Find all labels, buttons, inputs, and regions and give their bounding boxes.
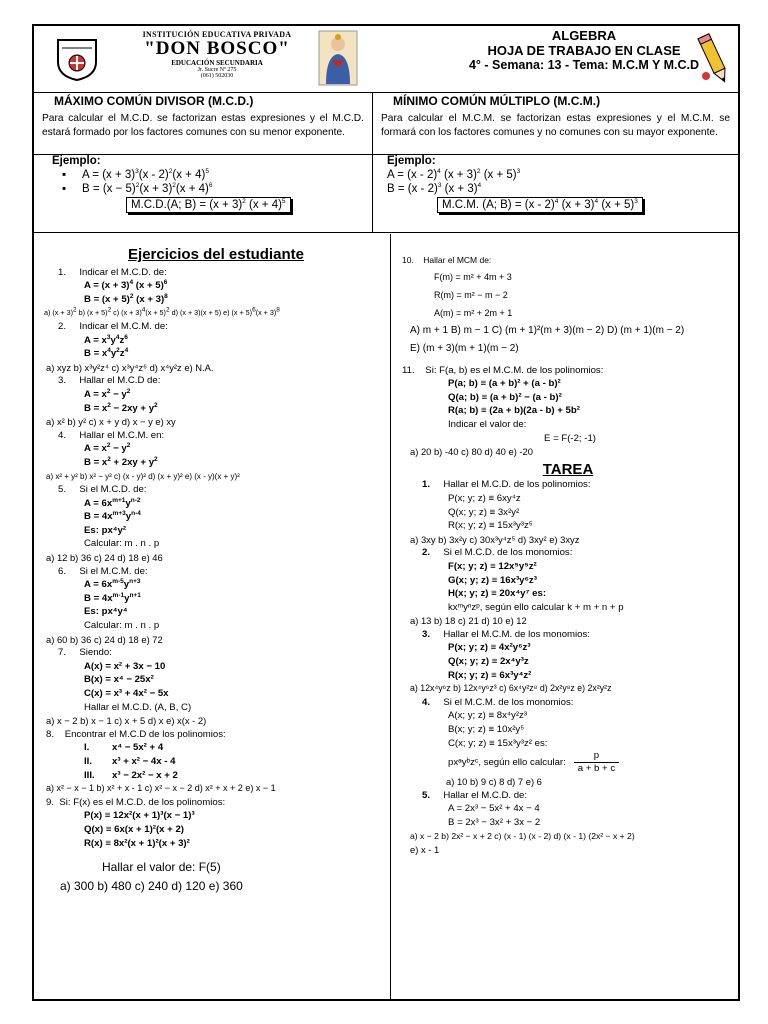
saint-image <box>318 30 358 86</box>
mcd-example-label: Ejemplo: <box>52 155 101 167</box>
mcd-theory <box>34 92 373 232</box>
institution-type: INSTITUCIÓN EDUCATIVA PRIVADA <box>142 30 292 39</box>
school-logo <box>54 36 100 82</box>
mcm-example: Ejemplo: A = (x - 2)$^4$ $(x + 3)^2$ $(x + 5)^3$ B = (x - 2)$^3$ $(x + 3)^4$ M.C.M. (A; B) = (x - 2)$^4$ $(x + 3)^4$ $(x + 5)^3$ <box>373 154 643 213</box>
exercise-5: 5. Si el M.C.D. de: $A = 6x^{m+1}y^{n-2}$ $B = 4x^{m+3}y^{n-4}$ Es: px⁴y² Calcular: m . n . p a) 12 b) 36 c) 24 d) 18 e) 46 <box>46 484 163 564</box>
header <box>34 26 738 90</box>
exercise-9: 9. Si: F(x) es el M.C.D. de los polinomios: P(x) ≡ 12x²(x + 1)³(x − 1)³ Q(x) ≡ 6x(x + 1)²(x + 2) R(x) ≡ 8x²(x + 1)²(x + 3)² Hallar el valor de: F(5) a) 300 b) 480 c) 240 d) 120 e) 360 <box>46 796 243 894</box>
homework-3: 3. Hallar el M.C.M. de los monomios: P(x; y; z) ≡ 4x²y⁶z³ Q(x; y; z) ≡ 2x⁴y³z R(x; y; z) ≡ 6x³y⁴z² a) 12x⁴y⁶z b) 12x⁴y⁶z³ c) 6x⁴y²z⁸ d) 2x²y⁸z e) 2x²y²z <box>410 628 612 694</box>
week-topic: 4° - Semana: 13 - Tema: M.C.M Y M.C.D <box>468 58 700 72</box>
mcd-definition: Para calcular el M.C.D. se factorizan estas expresiones y el M.C.D. estará formado por los factores comunes con su menor exponente. <box>42 113 364 138</box>
institution-phone: (061) 502030 <box>200 73 234 79</box>
exercise-4: 4. Hallar el M.C.M. en: $A = x^2 - y^2$ $B = x^2 + 2xy + y^2$ a) x² + y² b) x² − y² c) (x - y)² d) (x + y)² e) (x - y)(x + y)² <box>46 429 240 481</box>
subject-title: ALGEBRA <box>551 28 617 43</box>
theory-section <box>34 92 738 232</box>
exercise-2: 2. Indicar el M.C.M. de: $A = x^3y^4z^6$ $B = x^4y^2z^4$ a) xyz b) x³y²z⁴ c) x³y⁴z⁶ d) x⁴y²z e) N.A. <box>46 320 214 373</box>
mcd-example: Ejemplo: ▪ $A = (x + 3)^3(x - 2)^2(x + 4)^5$ ▪ $B = (x - 5)^2(x + 3)^2(x + 4)^6$ M.C.D.(A; $B) = (x + 3)^2$ $(x + 4)^5$ <box>34 154 291 213</box>
homework-1: 1. Hallar el M.C.D. de los polinomios: P(x; y; z) ≡ 6xy⁴z Q(x; y; z) ≡ 3x²y² R(x; y; z) ≡ 15x³y³z⁵ a) 3xy b) 3x²y c) 30x³y⁴z⁵ d) 3xy² e) 3xyz <box>410 479 591 545</box>
students-title: Ejercicios del estudiante <box>128 246 304 263</box>
sheet-title: HOJA DE TRABAJO EN CLASE <box>487 43 681 58</box>
column-divider <box>390 234 391 999</box>
exercise-10: 10. Hallar el MCM de: F(m) = m² + 4m + 3 R(m) = m² − m − 2 A(m) = m² + 2m + 1 A) m + 1 B) m − 1 C) (m + 1)²(m + 3)(m − 2) D) (m + 1)(m − 2) E) (m + 3)(m + 1)(m − 2) <box>402 255 685 354</box>
right-column <box>398 234 738 857</box>
fraction: p a + b + c <box>574 750 619 775</box>
institution-level: EDUCACIÓN SECUNDARIA <box>171 59 263 67</box>
worksheet-title <box>454 28 714 72</box>
mcm-theory <box>373 92 738 232</box>
mcm-example-label: Ejemplo: <box>387 155 436 167</box>
exercise-3: 3. Hallar el M.C.D de: $A = x^2 - y^2$ $B = x^2 - 2xy + y^2$ a) x² b) y² c) x + y d) x − y e) xy <box>46 375 176 428</box>
institution-name: "DON BOSCO" <box>144 38 290 59</box>
exercise-8: 8. Encontrar el M.C.D de los polinomios: I. x⁴ − 5x² + 4 II. x³ + x² − 4x - 4 III. x³ − 2x² − x + 2 a) x² − x − 1 b) x² + x - 1 c) x² − x − 2 d) x² + x + 2 e) x − 1 <box>46 728 276 794</box>
mcm-definition: Para calcular el M.C.M. se factorizan estas expresiones y el M.C.M. se formará con los factores comunes y no comunes con su mayor exponente. <box>381 113 730 138</box>
exercise-1: 1. Indicar el M.C.D. de: $A = (x + 3)^4$ $(x + 5)^6$ $B = (x + 5)^2$ $(x + 3)^8$ a) $(x + 3)^2$ b) $(x + 5)^2$ c) $(x + 3)^4(x + 5)^2$ d) (x + 3)(x + 5) e) $(x + 5)^6(x + 3)^8$ <box>44 266 280 318</box>
homework-4: 4. Si el M.C.M. de los monomios: A(x; y; z) ≡ 8x⁴y²z³ B(x; y; z) ≡ 10x²y⁵ C(x; y; z) ≡ 15x³y³z² es: pxᵃyᵇzᶜ, según ello calcular: p a + b + c a) 10 b) 9 c) 8 d) 7 e) 6 <box>398 696 738 789</box>
exercise-7: 7. Siendo: A(x) = x² + 3x − 10 B(x) = x⁴ − 25x² C(x) = x³ + 4x² − 5x Hallar el M.C.D. (A, B, C) a) x − 2 b) x − 1 c) x + 5 d) x e) x(x - 2) <box>46 647 207 727</box>
institution-block <box>112 30 322 79</box>
tarea-title: TAREA <box>542 460 594 478</box>
student-exercises <box>46 234 386 896</box>
homework-5: 5. Hallar el M.C.D. de: A = 2x³ − 5x² + 4x − 4 B = 2x³ − 3x² + 3x − 2 a) x − 2 b) 2x² − x + 2 c) (x - 1) (x - 2) d) (x - 1) (2x² − x + 2) e) x - 1 <box>410 789 635 856</box>
mcm-heading: MÍNIMO COMÚN MÚLTIPLO (M.C.M.) <box>393 94 601 108</box>
exercise-11: 11. Si: F(a, b) es el M.C.M. de los polinomios: P(a; b) ≡ (a + b)² + (a - b)² Q(a; b) ≡ (a + b)² − (a - b)² R(a; b) ≡ (2a + b)(2a - b) + 5b² Indicar el valor de: E = F(-2; -1) a) 20 b) -40 c) 80 d) 40 e) -20 <box>402 364 604 458</box>
institution-address: Jr. Sucre Nº 275 <box>197 67 237 73</box>
mcd-heading: MÁXIMO COMÚN DIVISOR (M.C.D.) <box>54 94 254 108</box>
homework-2: 2. Si el M.C.D. de los monomios: F(x; y; z) ≡ 12x⁵y⁵z² G(x; y; z) ≡ 16x³y⁶z³ H(x; y; z) ≡ 20x⁴y⁷ es: kxᵐyⁿzᵖ, según ello calcular k + m + n + p a) 13 b) 18 c) 21 d) 10 e) 12 <box>410 547 624 627</box>
exercise-6: 6. Si el M.C.M. de: $A = 6x^{m-5}y^{n+3}$ $B = 4x^{m-1}y^{n+1}$ Es: px⁴y⁴ Calcular: m . n . p a) 60 b) 36 c) 24 d) 18 e) 72 <box>46 565 163 645</box>
pencil-icon <box>694 30 734 88</box>
